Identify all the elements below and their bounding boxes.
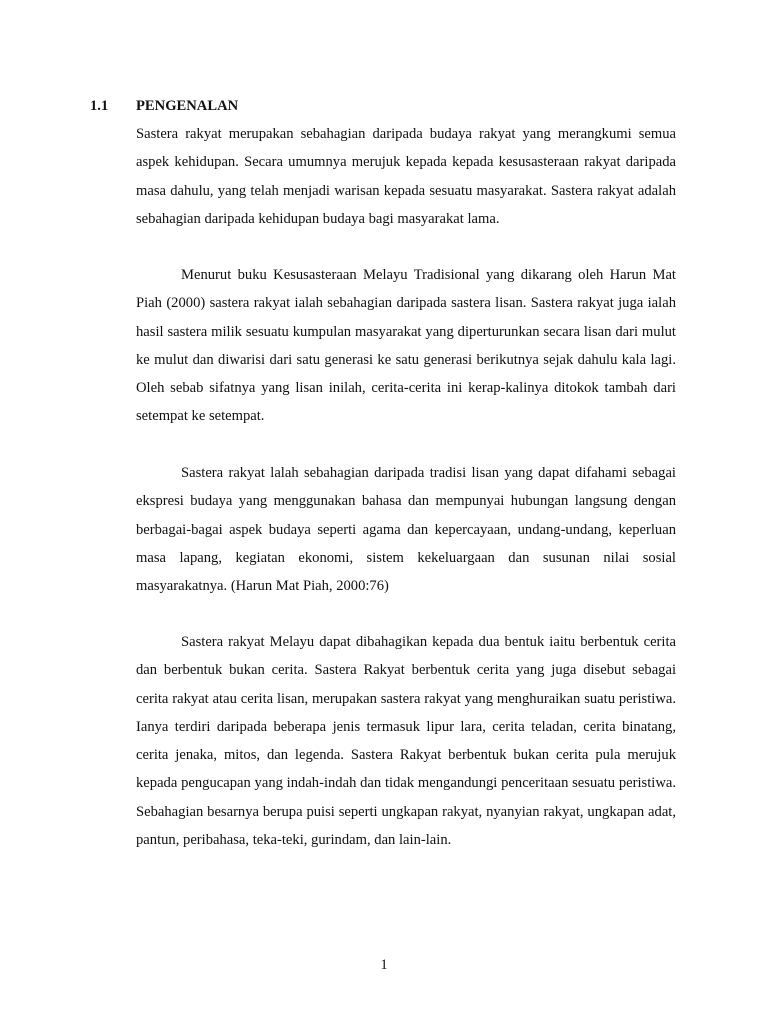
paragraph-tradisi-lisan: Sastera rakyat lalah sebahagian daripada tradisi lisan yang dapat difahami sebagai ekspresi budaya yang menggunakan bahasa dan mempunyai hubungan langsung dengan berbagai-bagai aspek budaya seperti agama dan kepercayaan, undang-undang, keperluan masa lapang, kegiatan ekonomi, sistem kekeluargaan dan susunan nilai sosial masyarakatnya. (Harun Mat Piah, 2000:76)	[136, 465, 676, 595]
section-title: PENGENALAN	[136, 98, 239, 114]
section-heading	[90, 96, 676, 116]
paragraph-bentuk-sastera: Sastera rakyat Melayu dapat dibahagikan kepada dua bentuk iaitu berbentuk cerita dan berbentuk bukan cerita. Sastera Rakyat berbentuk cerita yang juga disebut sebagai cerita rakyat atau cerita lisan, merupakan sastera rakyat yang menghuraikan suatu peristiwa. Ianya terdiri daripada beberapa jenis termasuk lipur lara, cerita teladan, cerita binatang, cerita jenaka, mitos, dan legenda. Sastera Rakyat berbentuk bukan cerita pula merujuk kepada pengucapan yang indah-indah dan tidak mengandungi penceritaan sesuatu peristiwa. Sebahagian besarnya berupa puisi seperti ungkapan rakyat, nyanyian rakyat, ungkapan adat, pantun, peribahasa, teka-teki, gurindam, dan lain-lain.	[136, 634, 676, 849]
page-number: 1	[380, 957, 388, 973]
paragraph-harun-mat-piah: Menurut buku Kesusasteraan Melayu Tradisional yang dikarang oleh Harun Mat Piah (2000) sastera rakyat ialah sebahagian daripada sastera lisan. Sastera rakyat juga ialah hasil sastera milik sesuatu kumpulan masyarakat yang diperturunkan secara lisan dari mulut ke mulut dan diwarisi dari satu generasi ke satu generasi berikutnya sejak dahulu kala lagi. Oleh sebab sifatnya yang lisan inilah, cerita-cerita ini kerap-kalinya ditokok tambah dari setempat ke setempat.	[136, 267, 676, 425]
paragraph-intro: Sastera rakyat merupakan sebahagian daripada budaya rakyat yang merangkumi semua aspek kehidupan. Secara umumnya merujuk kepada kepada kesusasteraan rakyat daripada masa dahulu, yang telah menjadi warisan kepada sesuatu masyarakat. Sastera rakyat adalah sebahagian daripada kehidupan budaya bagi masyarakat lama.	[136, 126, 676, 227]
section-number: 1.1	[90, 98, 109, 114]
